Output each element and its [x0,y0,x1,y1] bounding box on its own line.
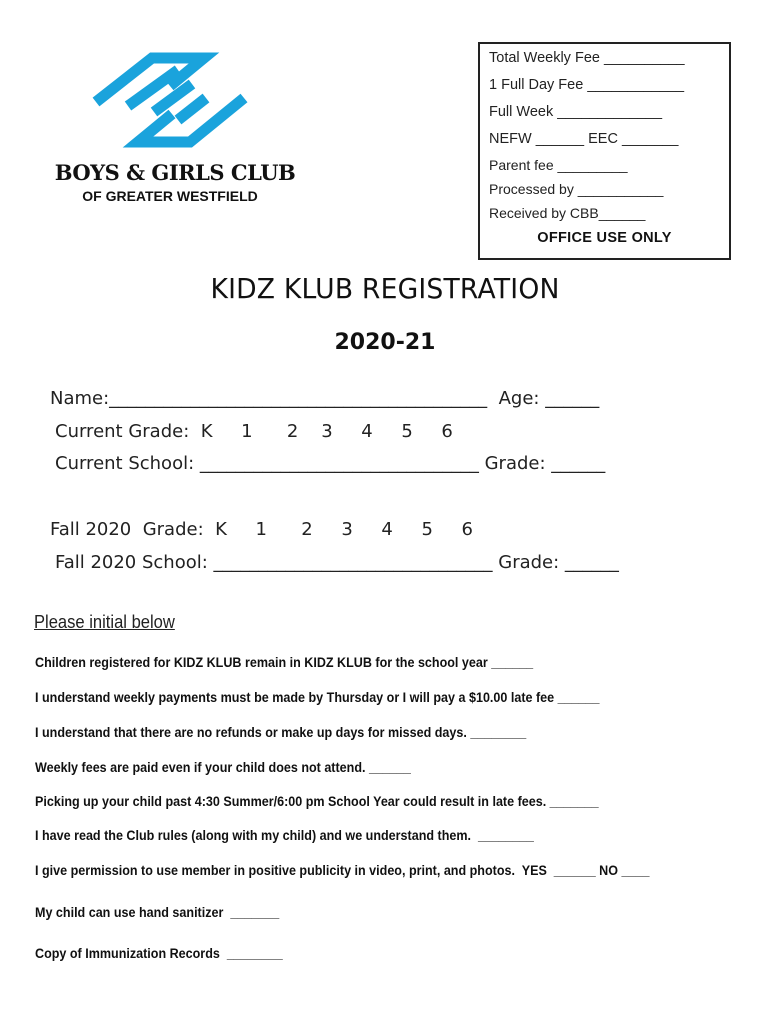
office-use-box [478,42,731,260]
name-age-field[interactable]: Name:__________________________________________ Age: ______ [50,388,600,409]
page-title: KIDZ KLUB REGISTRATION [210,272,560,305]
initial-item[interactable]: I understand that there are no refunds or make up days for missed days. ________ [35,725,527,740]
office-nefw-eec[interactable]: NEFW ______ EEC _______ [489,131,679,147]
club-subtitle: OF GREATER WESTFIELD [82,188,258,204]
club-name: BOYS & GIRLS CLUB [54,160,296,185]
office-parent-fee[interactable]: Parent fee _________ [489,157,628,173]
initial-item[interactable]: My child can use hand sanitizer _______ [35,905,280,920]
office-processed-by[interactable]: Processed by ___________ [489,181,664,197]
current-grade-field[interactable]: Current Grade: K 1 2 3 4 5 6 [55,421,453,442]
initial-item[interactable]: I have read the Club rules (along with my child) and we understand them. ________ [35,828,534,843]
hands-logo-icon [92,50,252,150]
current-school-field[interactable]: Current School: _______________________________ Grade: ______ [55,453,606,474]
club-logo [40,50,310,210]
initial-heading: Please initial below [34,612,175,632]
school-year: 2020-21 [334,330,436,355]
office-full-day-fee[interactable]: 1 Full Day Fee ____________ [489,77,685,93]
initial-item[interactable]: Children registered for KIDZ KLUB remain in KIDZ KLUB for the school year ______ [35,655,534,670]
fall-grade-field[interactable]: Fall 2020 Grade: K 1 2 3 4 5 6 [50,519,473,540]
office-use-title: OFFICE USE ONLY [537,230,672,246]
office-total-weekly-fee[interactable]: Total Weekly Fee __________ [489,50,685,66]
fall-school-field[interactable]: Fall 2020 School: _______________________________ Grade: ______ [55,552,619,573]
initial-item[interactable]: Copy of Immunization Records ________ [35,946,283,961]
office-received-by[interactable]: Received by CBB______ [489,205,646,221]
initial-item[interactable]: Weekly fees are paid even if your child does not attend. ______ [35,760,411,775]
initial-item[interactable]: I give permission to use member in positive publicity in video, print, and photos. YES ______ NO ____ [35,863,650,878]
initial-item[interactable]: I understand weekly payments must be made by Thursday or I will pay a $10.00 late fee ______ [35,690,600,705]
initial-item[interactable]: Picking up your child past 4:30 Summer/6:00 pm School Year could result in late fees. _______ [35,794,599,809]
office-full-week[interactable]: Full Week _____________ [489,104,663,120]
